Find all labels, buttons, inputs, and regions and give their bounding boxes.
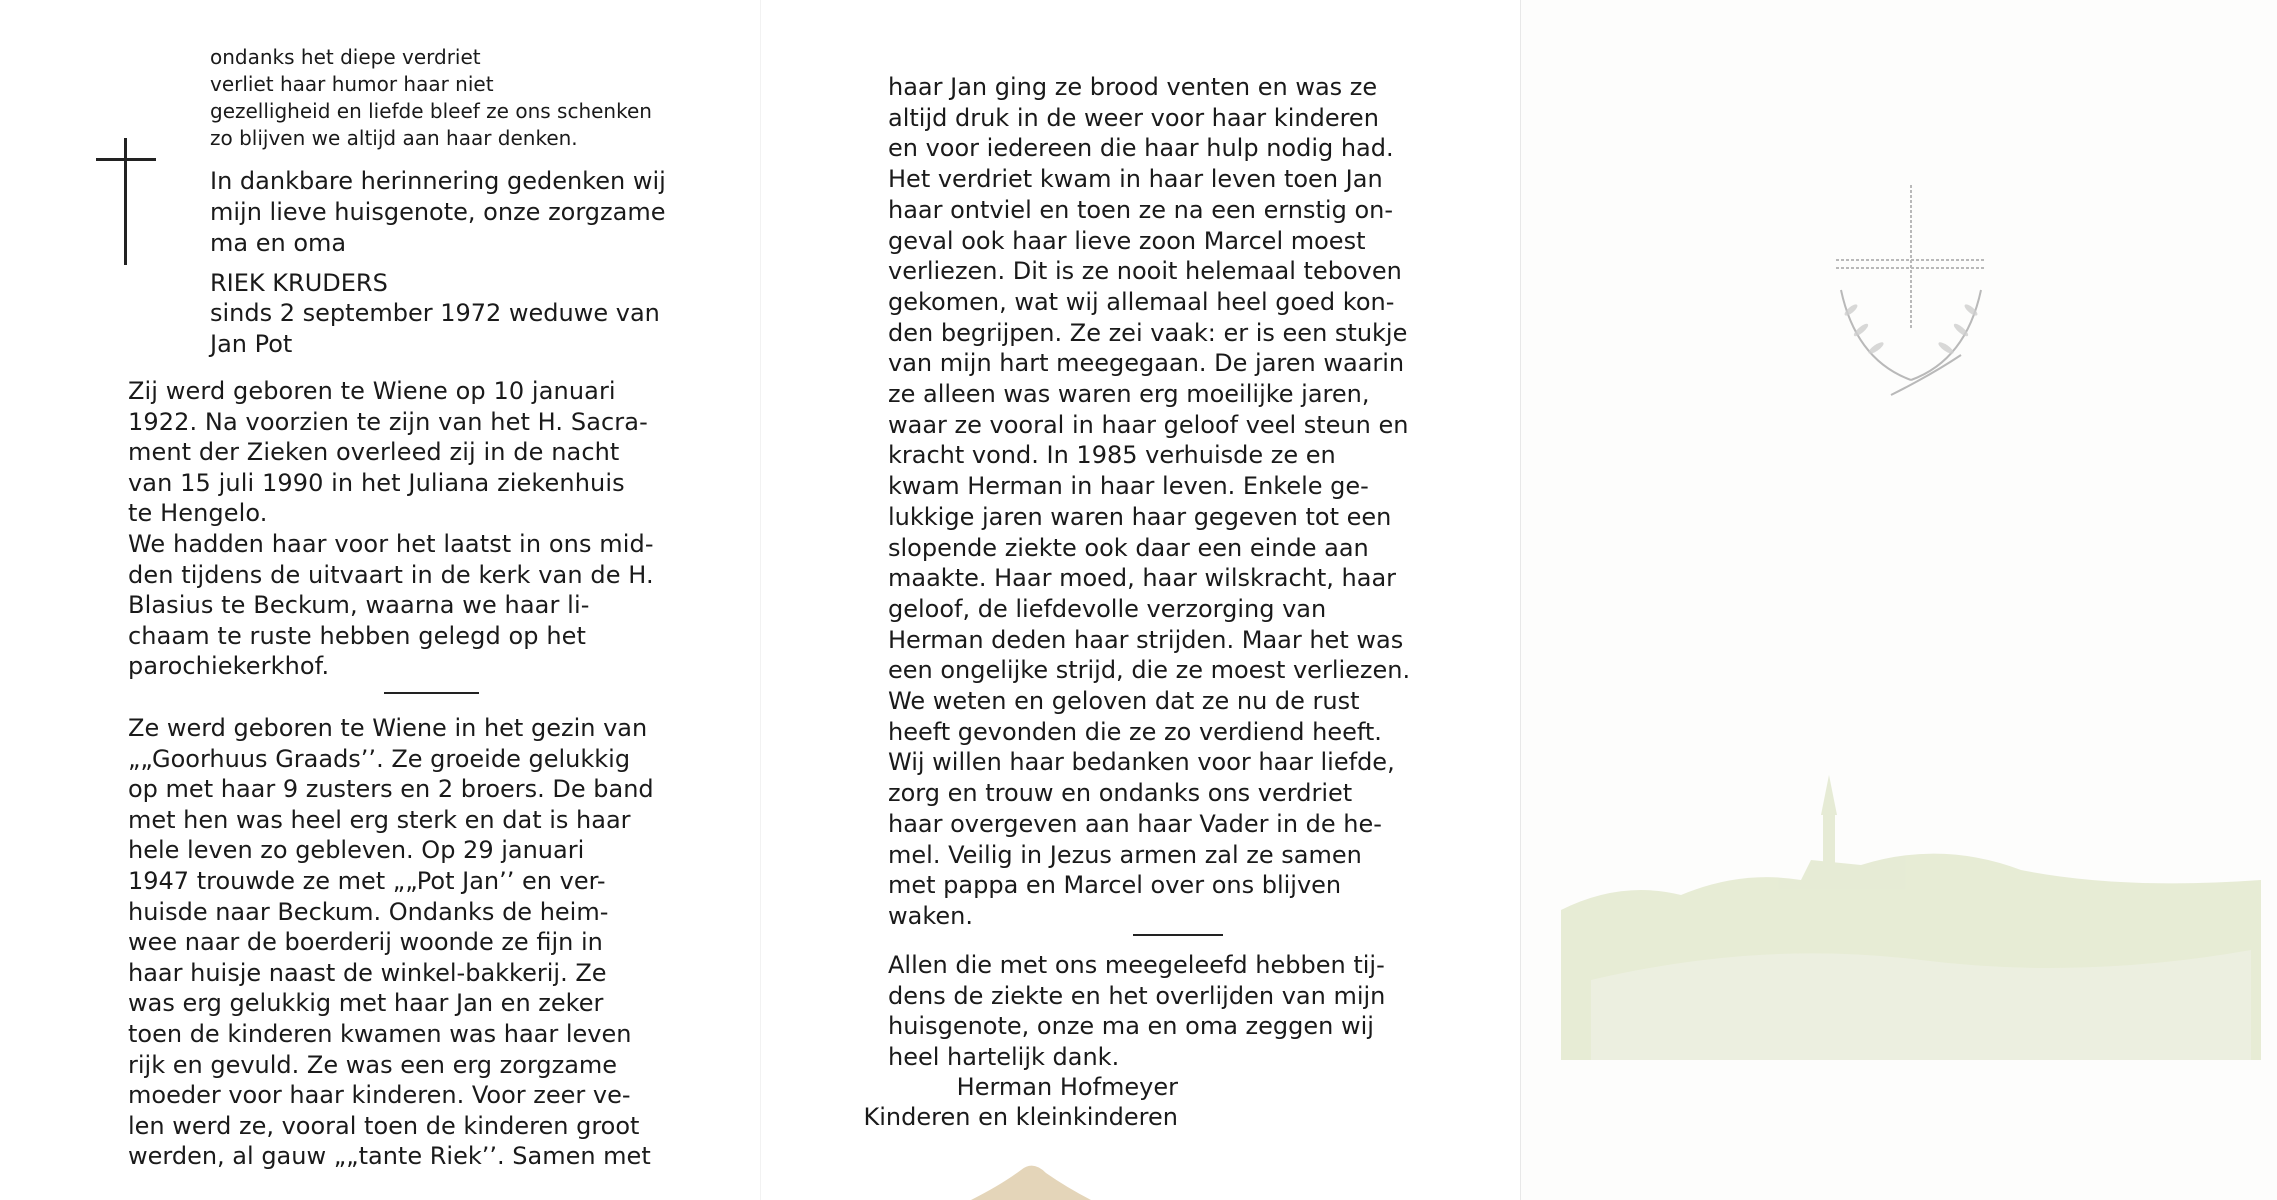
cross-icon-bar bbox=[96, 158, 156, 161]
biography-paragraph-2: Ze werd geboren te Wiene in het gezin van „„Goorhuus Graads’’. Ze groeide gelukkig op met haar 9 zusters en 2 broers. De band met hen was heel erg sterk en dat is haar hele leven zo gebleven. Op 29 januari 1947 trouwde ze met „„Pot Jan’’ en ver- huisde naar Beckum. Ondanks de heim- wee naar de boerderij woonde ze fijn in haar huisje naast de winkel-bakkerij. Ze was erg gelukkig met haar Jan en zeker toen de kinderen kwamen was haar leven rijk en gevuld. Ze was een erg zorgzame moeder voor haar kinderen. Voor zeer ve- len werd ze, vooral toen de kinderen groot werden, al gauw „„tante Riek’’. Samen met bbox=[128, 714, 654, 1171]
biography-paragraph-3: haar Jan ging ze brood venten en was ze altijd druk in de weer voor haar kinderen en voor iedereen die haar hulp nodig had. Het verdriet kwam in haar leven toen Jan haar ontviel en toen ze na een ernstig on- geval ook haar lieve zoon Marcel moest verliezen. Dit is ze nooit helemaal teboven gekomen, wat wij allemaal heel goed kon- den begrijpen. Ze zei vaak: er is een stukje van mijn hart meegegaan. De jaren waarin ze alleen was waren erg moeilijke jaren, waar ze vooral in haar geloof veel steun en kracht vond. In 1985 verhuisde ze en kwam Herman in haar leven. Enkele ge- lukkige jaren waren haar gegeven tot een slopende ziekte ook daar een einde aan maakte. Haar moed, haar wilskracht, haar geloof, de liefdevolle verzorging van Herman deden haar strijden. Maar het was een ongelijke strijd, die ze moest verliezen. We weten en geloven dat ze nu de rust heeft gevonden die ze zo verdiend heeft. Wij willen haar bedanken voor haar liefde, zorg en trouw en ondanks ons verdriet haar overgeven aan haar Vader in de he- mel. Veilig in Jezus armen zal ze samen met pappa en Marcel over ons blijven waken. bbox=[888, 73, 1411, 930]
middle-panel bbox=[760, 0, 1521, 1200]
signature-family: Kinderen en kleinkinderen bbox=[863, 1103, 1178, 1131]
cross-with-palm-branches-icon bbox=[1821, 180, 2001, 410]
deceased-name: RIEK KRUDERS bbox=[210, 269, 388, 297]
right-panel bbox=[1520, 0, 2277, 1200]
village-church-silhouette-icon bbox=[1561, 760, 2261, 1060]
poem-text: ondanks het diepe verdriet verliet haar humor haar niet gezelligheid en liefde bleef ze ons schenken zo blijven we altijd aan haar denken. bbox=[210, 45, 652, 150]
left-panel bbox=[0, 0, 760, 1200]
divider-line bbox=[384, 692, 479, 694]
signature-name: Herman Hofmeyer bbox=[956, 1073, 1178, 1101]
landscape-fragment-icon bbox=[971, 1155, 1091, 1200]
divider-line bbox=[1133, 934, 1223, 936]
remembrance-text: In dankbare herinnering gedenken wij mijn lieve huisgenote, onze zorgzame ma en oma bbox=[210, 167, 666, 257]
biography-paragraph-1: Zij werd geboren te Wiene op 10 januari 1922. Na voorzien te zijn van het H. Sacra- ment der Zieken overleed zij in de nacht van 15 juli 1990 in het Juliana ziekenhuis te Hengelo. We hadden haar voor het laatst in ons mid- den tijdens de uitvaart in de kerk van de H. Blasius te Beckum, waarna we haar li- chaam te ruste hebben gelegd op het parochiekerkhof. bbox=[128, 377, 654, 681]
widow-text: sinds 2 september 1972 weduwe van Jan Pot bbox=[210, 299, 660, 358]
thanks-paragraph: Allen die met ons meegeleefd hebben tij- dens de ziekte en het overlijden van mijn huisgenote, onze ma en oma zeggen wij heel hartelijk dank. bbox=[888, 951, 1386, 1072]
